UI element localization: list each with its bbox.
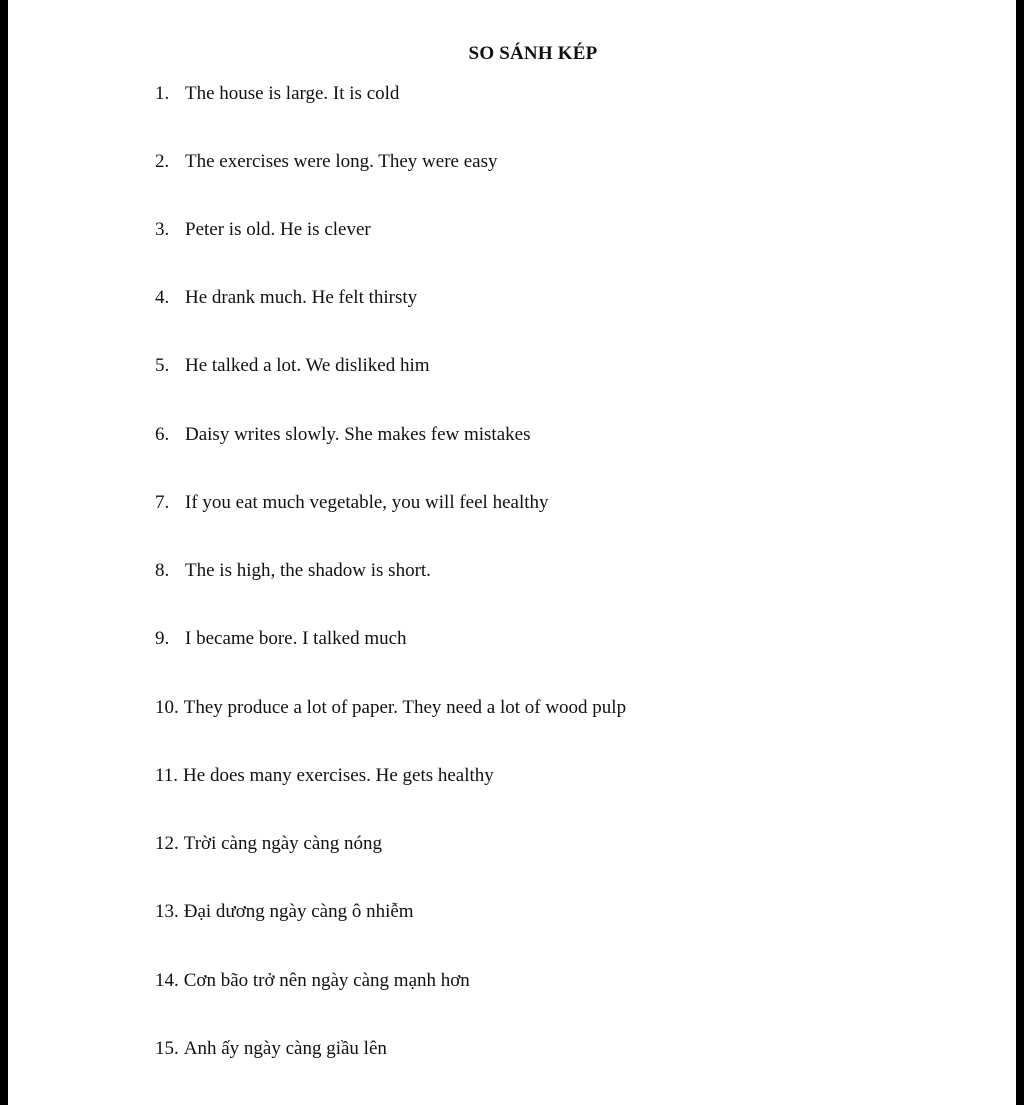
list-item [155, 764, 494, 788]
item-number: 5. [155, 355, 170, 376]
item-number: 3. [155, 219, 170, 240]
item-number: 2. [155, 151, 170, 172]
item-number: 9. [155, 628, 170, 649]
item-text: Cơn bão trở nên ngày càng mạnh hơn [183, 970, 470, 991]
item-number: 8. [155, 560, 170, 581]
item-text: The is high, the shadow is short. [185, 560, 431, 581]
list-item [155, 218, 371, 242]
item-number: 11. [155, 765, 179, 786]
item-text: Đại dương ngày càng ô nhiễm [183, 901, 414, 922]
item-number: 12. [155, 833, 179, 854]
item-text: I became bore. I talked much [185, 628, 407, 649]
item-text: He talked a lot. We disliked him [185, 355, 430, 376]
item-number: 7. [155, 492, 170, 513]
list-item [155, 150, 497, 174]
item-number: 6. [155, 424, 170, 445]
list-item [155, 423, 530, 447]
list-item [155, 491, 549, 515]
item-text: The house is large. It is cold [185, 83, 400, 104]
document-page [8, 0, 1016, 1105]
list-item [155, 559, 431, 583]
item-number: 10. [155, 697, 179, 718]
list-item [155, 627, 407, 651]
list-item [155, 900, 414, 924]
item-text: He does many exercises. He gets healthy [183, 765, 494, 786]
list-item [155, 832, 382, 856]
item-text: If you eat much vegetable, you will feel healthy [185, 492, 549, 513]
item-text: Anh ấy ngày càng giầu lên [183, 1038, 387, 1059]
item-number: 4. [155, 287, 170, 308]
list-item [155, 286, 417, 310]
item-number: 14. [155, 970, 179, 991]
list-item [155, 82, 399, 106]
item-text: The exercises were long. They were easy [185, 151, 498, 172]
item-text: They produce a lot of paper. They need a lot of wood pulp [183, 697, 627, 718]
list-item [155, 969, 470, 993]
document-title: SO SÁNH KÉP [468, 43, 598, 64]
item-text: Daisy writes slowly. She makes few mistakes [185, 424, 531, 445]
item-number: 13. [155, 901, 179, 922]
item-text: He drank much. He felt thirsty [185, 287, 418, 308]
list-item [155, 1037, 387, 1061]
item-number: 1. [155, 83, 170, 104]
item-number: 15. [155, 1038, 179, 1059]
item-text: Peter is old. He is clever [185, 219, 371, 240]
list-item [155, 354, 430, 378]
item-text: Trời càng ngày càng nóng [183, 833, 383, 854]
list-item [155, 696, 626, 720]
